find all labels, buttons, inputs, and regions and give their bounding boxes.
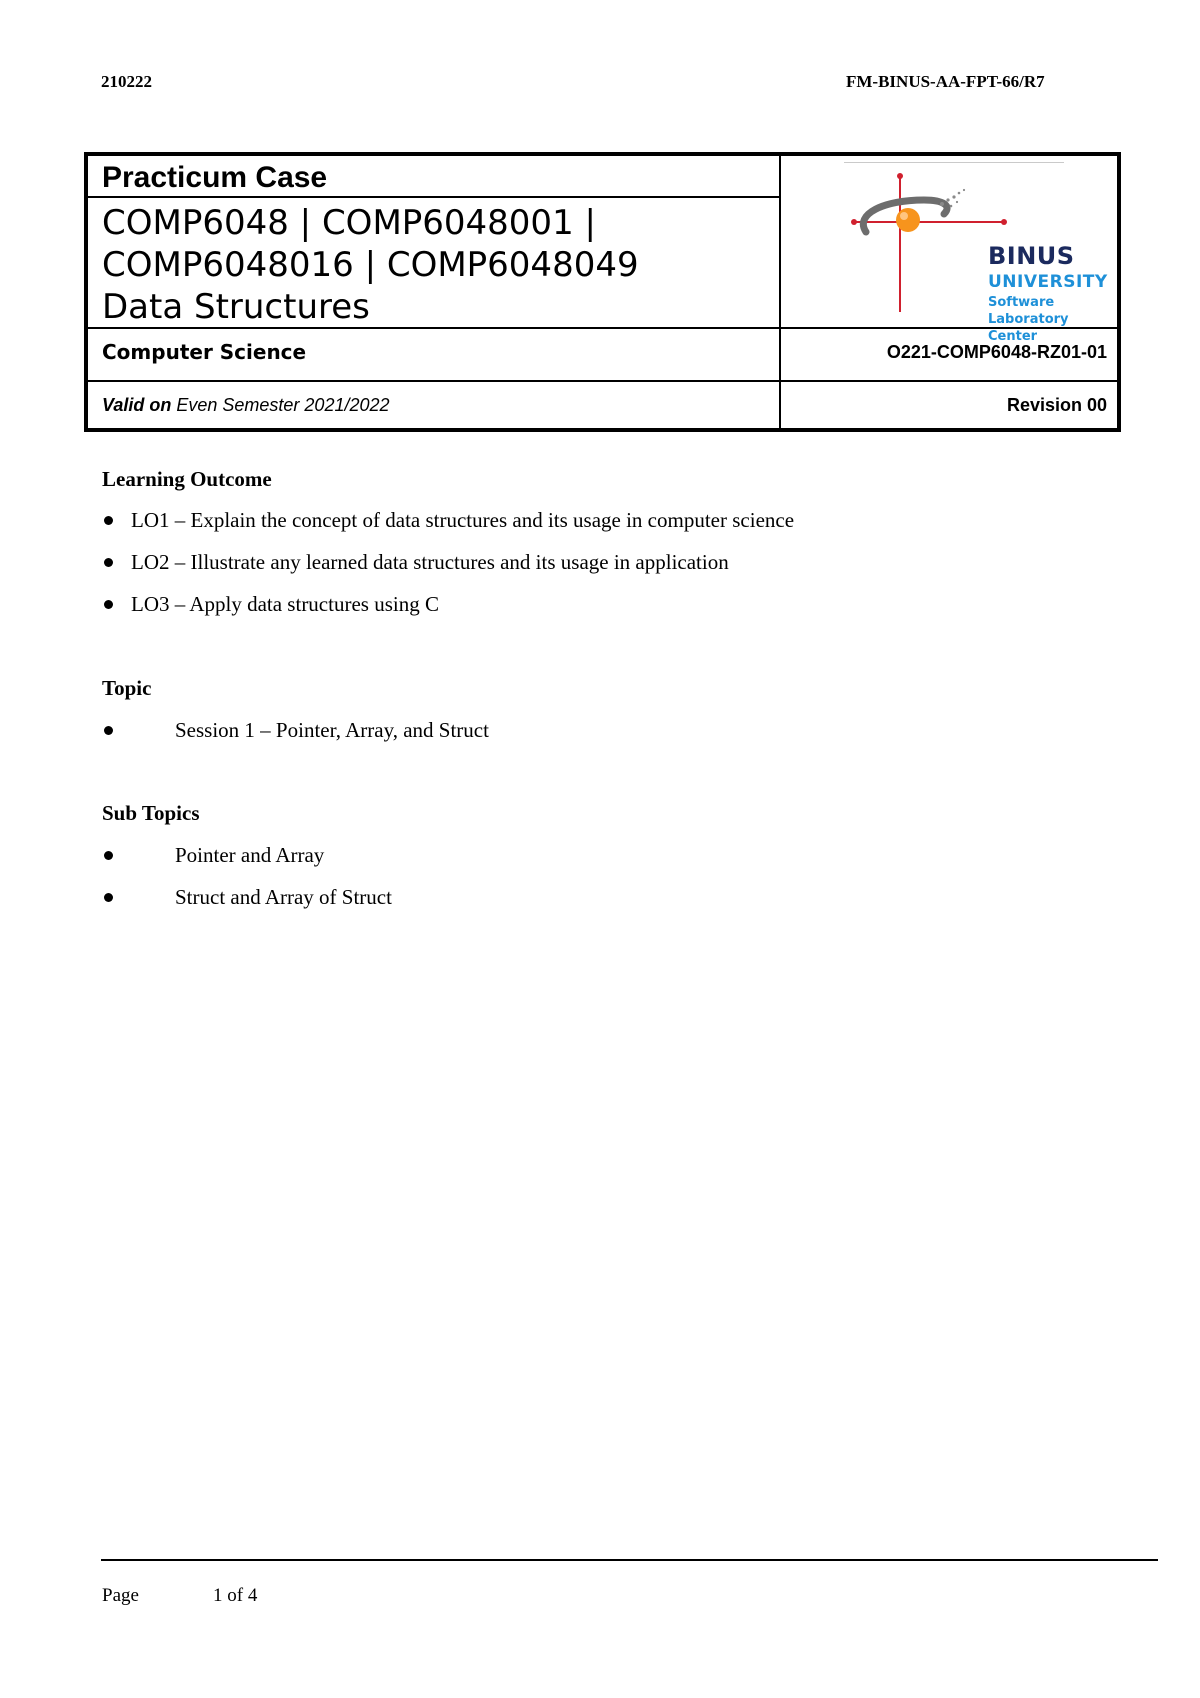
footer-page-number: 1 of 4: [213, 1585, 258, 1606]
logo-university: UNIVERSITY: [988, 272, 1108, 292]
sub-topic-text: Struct and Array of Struct: [175, 885, 392, 909]
learning-outcome-heading: Learning Outcome: [102, 467, 272, 491]
table-divider-row2: [88, 380, 1117, 382]
form-reference-code: FM-BINUS-AA-FPT-66/R7: [846, 72, 1045, 91]
binus-logo: [844, 162, 1108, 344]
bullet-icon: [104, 851, 113, 860]
course-line: COMP6048 | COMP6048001 |: [102, 203, 596, 243]
logo-slc-line: Center: [988, 329, 1038, 344]
list-item: [102, 718, 489, 743]
topic-text: Session 1 – Pointer, Array, and Struct: [175, 718, 489, 742]
footer-page-label: Page: [102, 1585, 139, 1606]
bullet-icon: [104, 893, 113, 902]
course-name: Data Structures: [102, 287, 370, 327]
bullet-icon: [104, 558, 113, 567]
list-item: [102, 885, 392, 910]
learning-outcome-text: LO1 – Explain the concept of data structures and its usage in computer science: [131, 508, 795, 532]
document-code: O221-COMP6048-RZ01-01: [886, 342, 1107, 362]
topic-heading: Topic: [102, 676, 152, 700]
validity-text: [102, 395, 390, 416]
logo-slc: [988, 294, 1104, 345]
sub-topic-text: Pointer and Array: [175, 843, 325, 867]
bullet-icon: [104, 516, 113, 525]
list-item: [102, 550, 729, 575]
sub-topics-heading: Sub Topics: [102, 801, 200, 825]
course-line: COMP6048016 | COMP6048049: [102, 245, 639, 285]
list-item: [102, 508, 794, 533]
validity-label: Valid on: [102, 395, 172, 415]
logo-slc-line: Software Laboratory: [988, 295, 1069, 327]
form-date-code: 210222: [101, 72, 152, 91]
footer-rule: [101, 1559, 1158, 1561]
validity-value: Even Semester 2021/2022: [176, 395, 390, 415]
practicum-title: Practicum Case: [102, 161, 328, 194]
list-item: [102, 592, 439, 617]
department-label: Computer Science: [102, 340, 307, 364]
learning-outcome-text: LO3 – Apply data structures using C: [131, 592, 439, 616]
logo-wordmark: BINUS: [988, 242, 1075, 270]
list-item: [102, 843, 324, 868]
bullet-icon: [104, 600, 113, 609]
table-divider-title: [88, 196, 779, 198]
revision-label: Revision 00: [1006, 395, 1107, 415]
table-divider-vertical: [779, 156, 781, 428]
practicum-header-table: [84, 152, 1121, 432]
bullet-icon: [104, 726, 113, 735]
learning-outcome-text: LO2 – Illustrate any learned data structures and its usage in application: [131, 550, 729, 574]
course-title-block: [102, 202, 772, 328]
